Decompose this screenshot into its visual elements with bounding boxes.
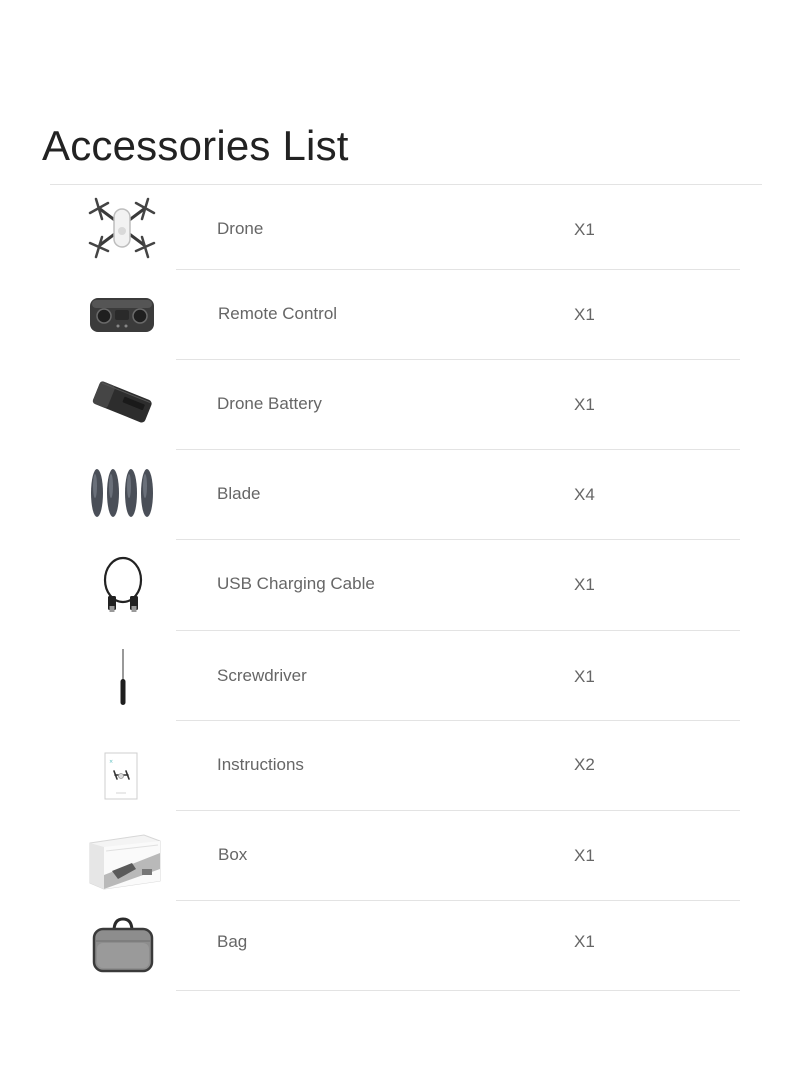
item-quantity: X1 bbox=[574, 220, 595, 239]
row-divider bbox=[176, 720, 740, 721]
box-icon bbox=[82, 825, 162, 899]
row-divider bbox=[176, 810, 740, 811]
item-quantity: X4 bbox=[574, 485, 595, 504]
bag-icon bbox=[82, 913, 162, 987]
item-quantity: X1 bbox=[574, 575, 595, 594]
screwdriver-icon bbox=[82, 645, 162, 719]
item-name: Drone Battery bbox=[217, 394, 322, 413]
item-name: USB Charging Cable bbox=[217, 574, 375, 593]
row-divider bbox=[176, 630, 740, 631]
row-divider bbox=[176, 990, 740, 991]
item-name: Remote Control bbox=[218, 304, 338, 323]
item-quantity: X1 bbox=[574, 932, 595, 951]
item-name: Screwdriver bbox=[217, 666, 307, 685]
remote-control-icon bbox=[82, 276, 162, 350]
item-quantity: X1 bbox=[574, 846, 595, 865]
item-quantity: X1 bbox=[574, 305, 595, 324]
item-name: Instructions bbox=[217, 755, 304, 774]
item-quantity: X1 bbox=[574, 667, 595, 686]
battery-icon bbox=[82, 366, 162, 440]
item-name: Blade bbox=[217, 484, 261, 503]
drone-icon bbox=[82, 191, 162, 265]
item-quantity: X2 bbox=[574, 755, 595, 774]
row-divider bbox=[176, 269, 740, 270]
instructions-icon bbox=[82, 741, 162, 815]
item-name: Box bbox=[218, 845, 248, 864]
item-name: Drone bbox=[217, 219, 264, 238]
row-divider bbox=[176, 900, 740, 901]
page-title: Accessories List bbox=[42, 122, 349, 170]
item-name: Bag bbox=[217, 932, 248, 951]
header-divider bbox=[50, 184, 762, 185]
item-quantity: X1 bbox=[574, 395, 595, 414]
blades-icon bbox=[82, 456, 162, 530]
svg-text:×: × bbox=[109, 759, 114, 765]
row-divider bbox=[176, 359, 740, 360]
usb-cable-icon bbox=[82, 548, 162, 622]
row-divider bbox=[176, 449, 740, 450]
row-divider bbox=[176, 539, 740, 540]
